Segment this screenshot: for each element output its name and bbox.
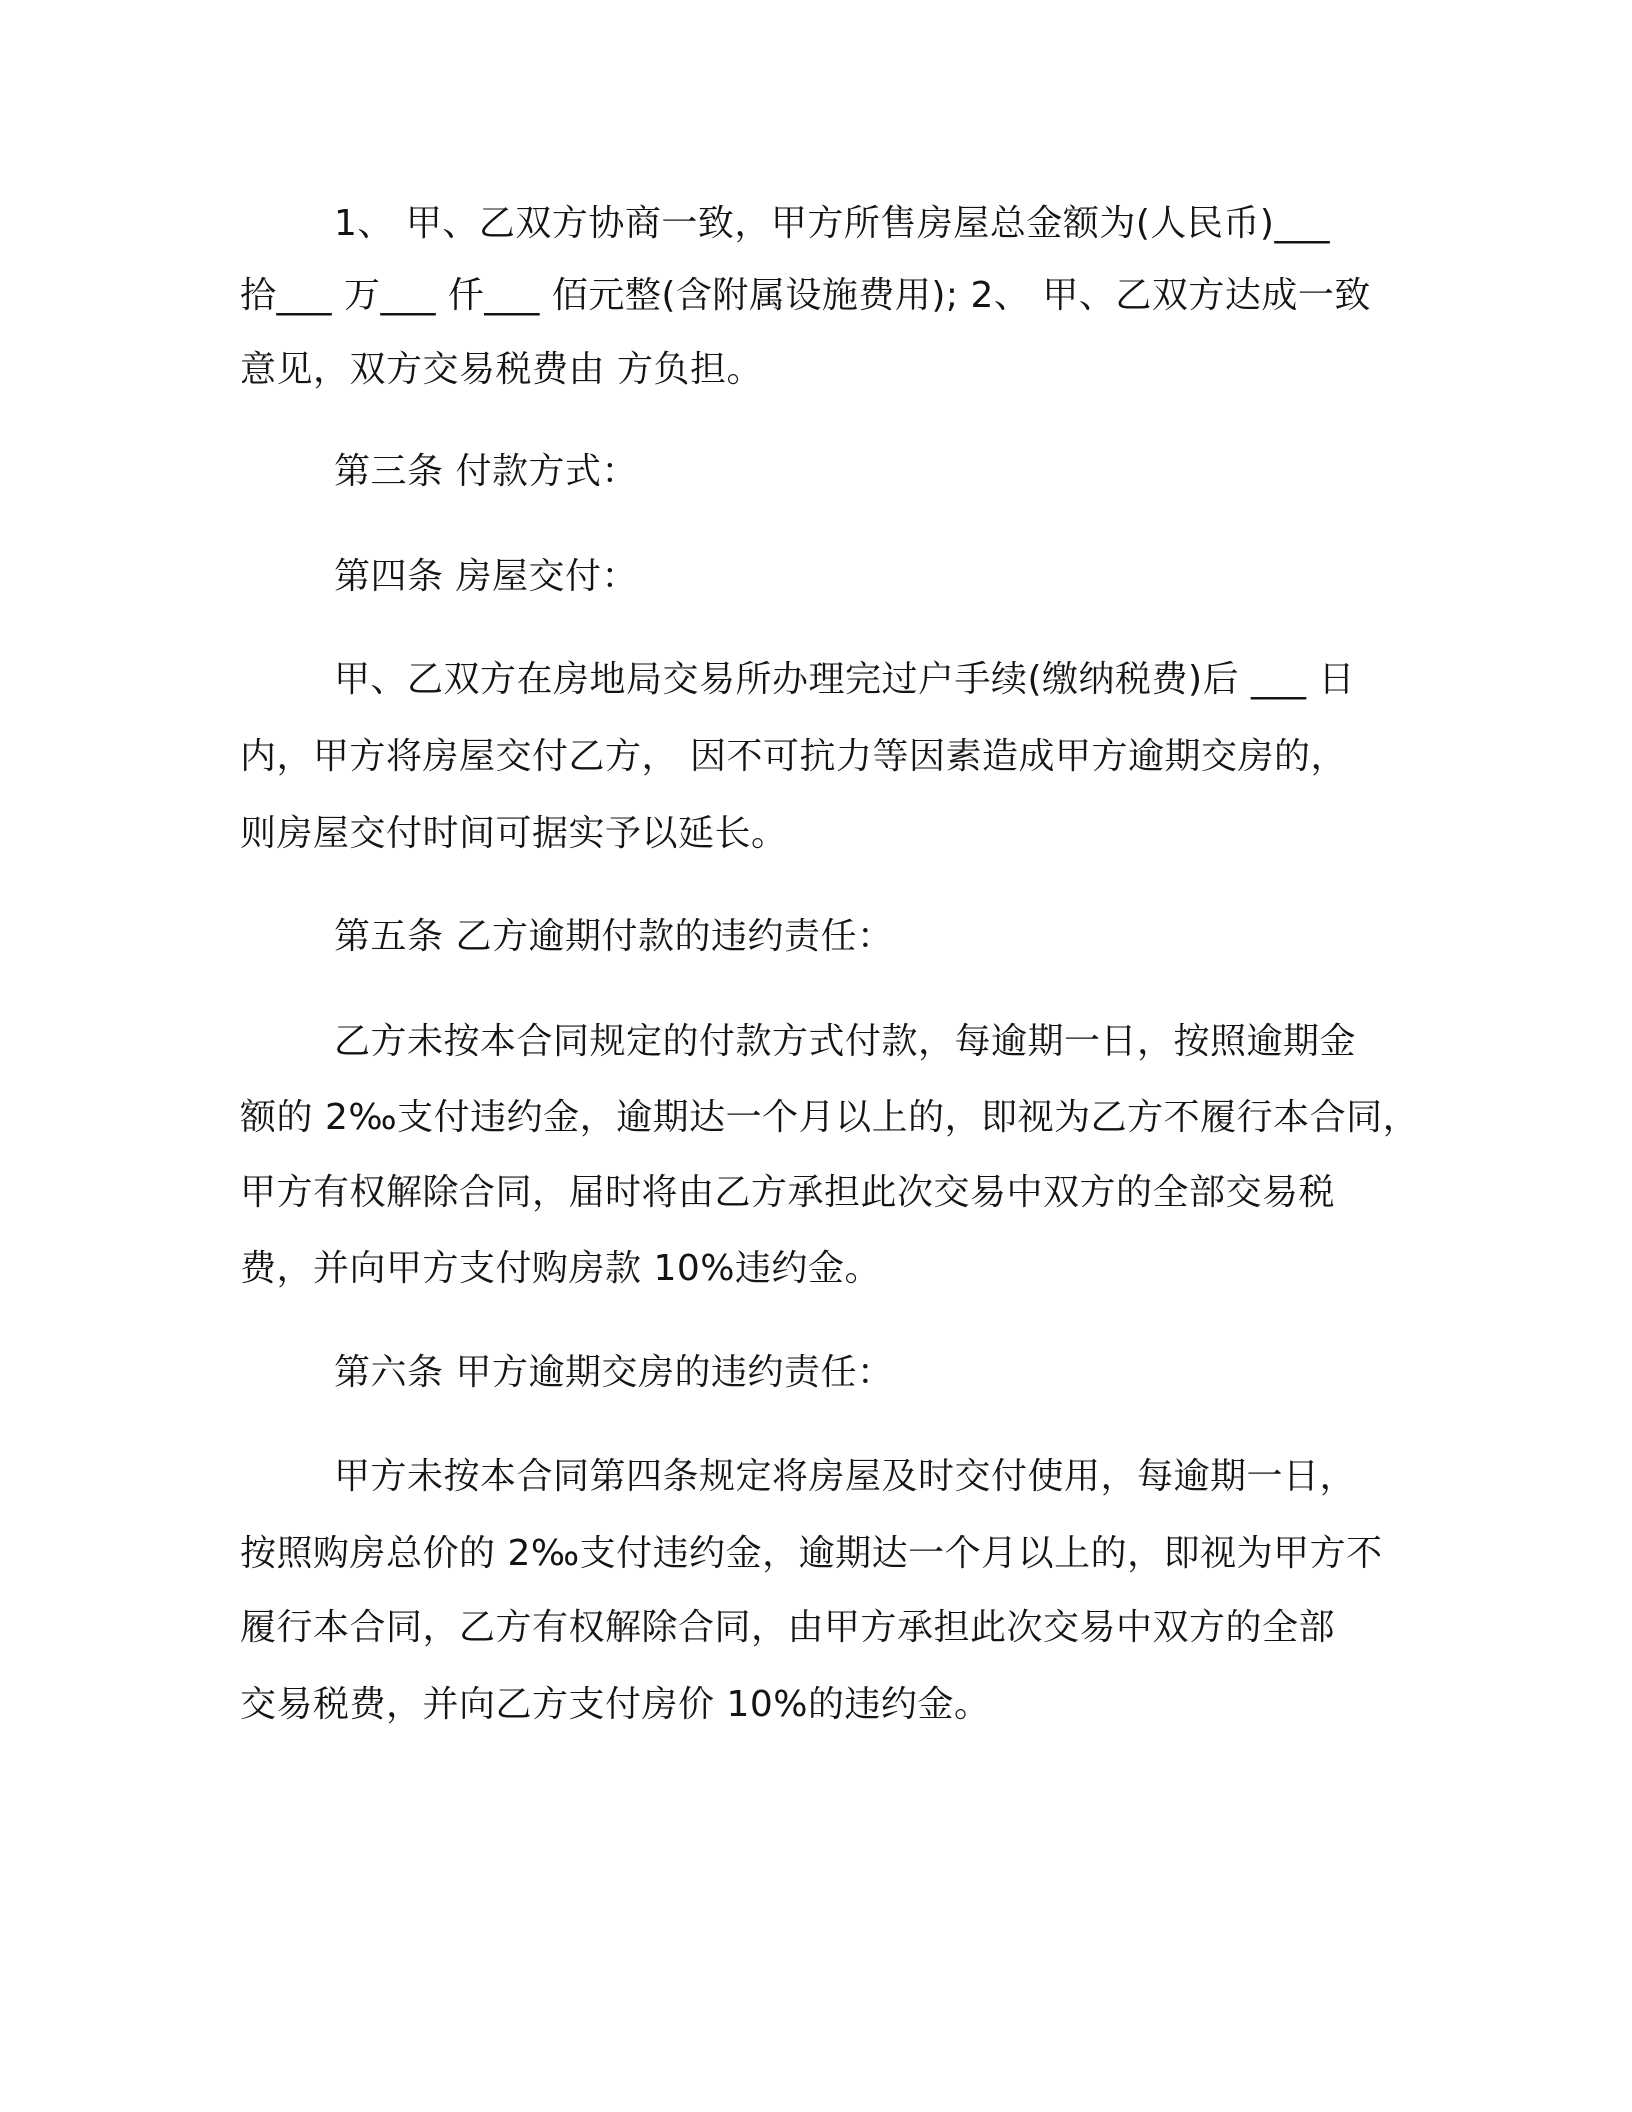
article-6-paragraph-line-3: 履行本合同，乙方有权解除合同，由甲方承担此次交易中双方的全部 (240, 1607, 1336, 1648)
article-4-paragraph-line-2: 内，甲方将房屋交付乙方， 因不可抗力等因素造成甲方逾期交房的， (240, 736, 1347, 777)
article-5-paragraph-line-1: 乙方未按本合同规定的付款方式付款，每逾期一日，按照逾期金 (334, 1021, 1357, 1062)
clause-price-line-2: 拾___ 万___ 仟___ 佰元整(含附属设施费用); 2、 甲、乙双方达成一致 (240, 275, 1371, 316)
clause-tax-line: 意见，双方交易税费由 方负担。 (240, 349, 763, 390)
article-3-heading: 第三条 付款方式： (334, 451, 638, 492)
article-4-paragraph-line-3: 则房屋交付时间可据实予以延长。 (240, 813, 788, 854)
article-6-heading: 第六条 甲方逾期交房的违约责任： (334, 1352, 894, 1393)
article-5-paragraph-line-2: 额的 2‰支付违约金，逾期达一个月以上的，即视为乙方不履行本合同， (240, 1097, 1420, 1138)
article-6-paragraph-line-4: 交易税费，并向乙方支付房价 10%的违约金。 (240, 1684, 991, 1725)
article-5-paragraph-line-4: 费，并向甲方支付购房款 10%违约金。 (240, 1248, 881, 1289)
article-5-paragraph-line-3: 甲方有权解除合同，届时将由乙方承担此次交易中双方的全部交易税 (240, 1172, 1336, 1213)
article-5-heading: 第五条 乙方逾期付款的违约责任： (334, 916, 894, 957)
article-6-paragraph-line-2: 按照购房总价的 2‰支付违约金，逾期达一个月以上的，即视为甲方不 (240, 1533, 1383, 1574)
clause-price-line-1: 1、 甲、乙双方协商一致，甲方所售房屋总金额为(人民币)___ (334, 203, 1330, 244)
article-6-paragraph-line-1: 甲方未按本合同第四条规定将房屋及时交付使用，每逾期一日， (334, 1456, 1357, 1497)
article-4-paragraph-line-1: 甲、乙双方在房地局交易所办理完过户手续(缴纳税费)后 ___ 日 (334, 659, 1355, 700)
article-4-heading: 第四条 房屋交付： (334, 556, 638, 597)
